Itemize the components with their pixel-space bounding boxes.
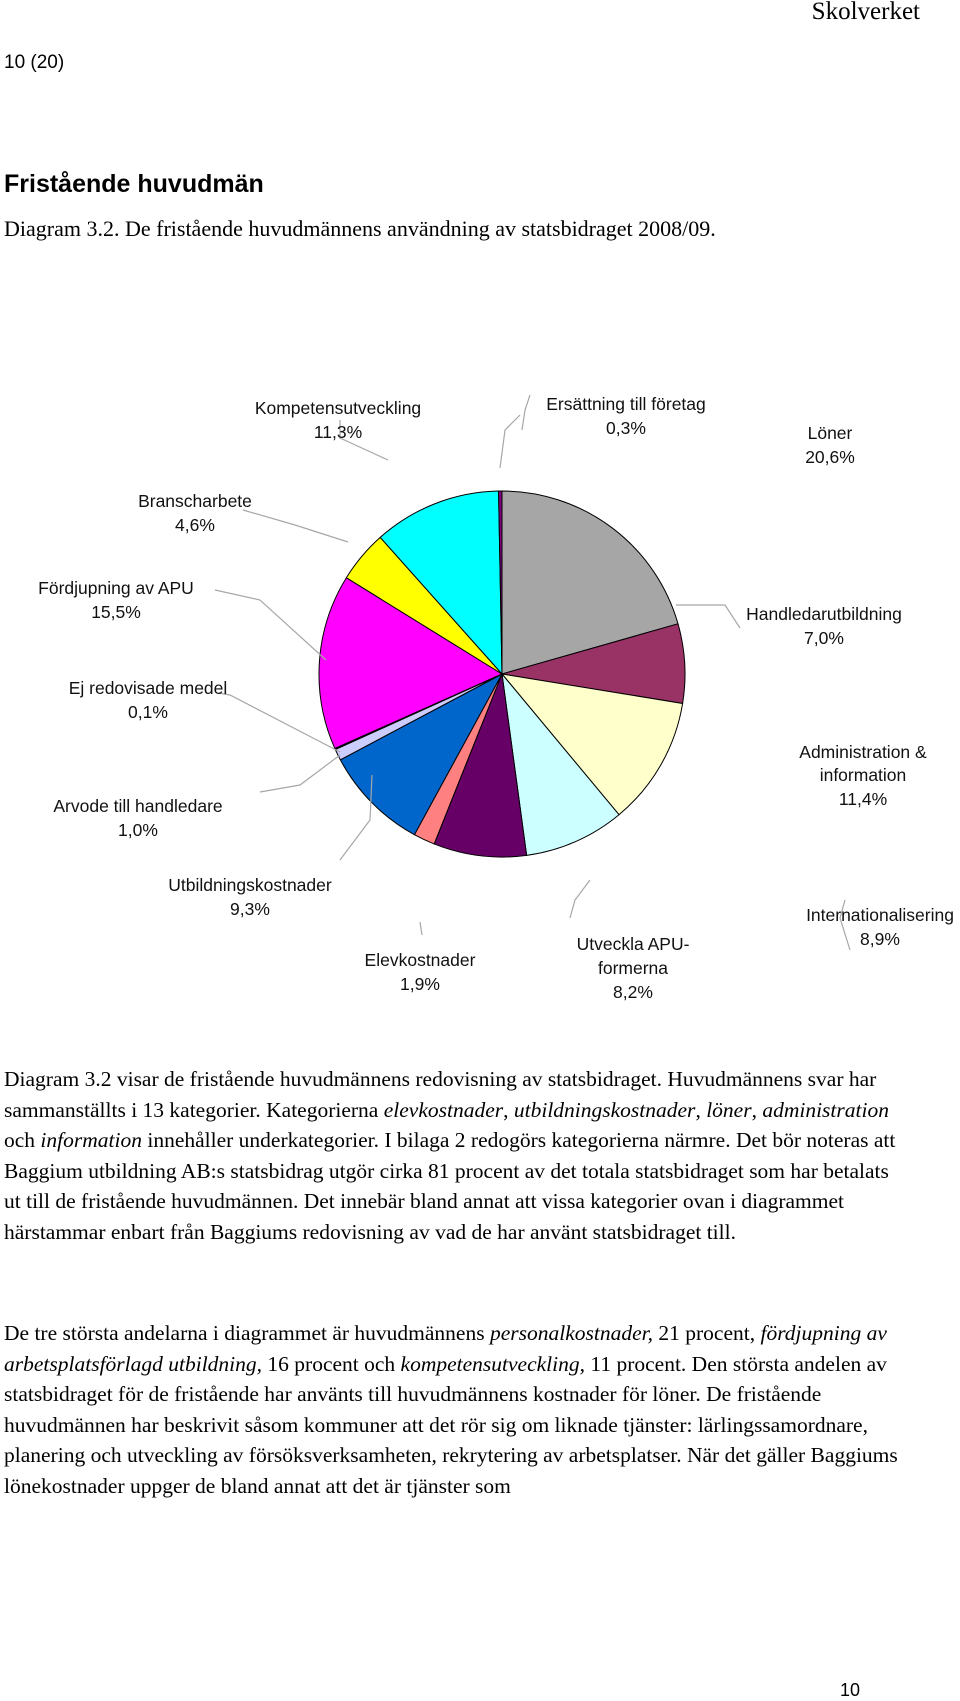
label-handledarutbildning-pct: 7,0% <box>804 628 844 648</box>
leader-fordjupning <box>215 590 326 660</box>
label-administration-1: Administration & <box>799 742 927 762</box>
label-handledarutbildning: Handledarutbildning <box>746 604 902 624</box>
label-utveckla-apu-pct: 8,2% <box>613 982 653 1002</box>
leader-arvode <box>260 755 340 792</box>
label-elevkostnader: Elevkostnader <box>364 950 476 970</box>
p1-text: och <box>4 1128 41 1152</box>
label-internationalisering: Internationalisering <box>806 905 954 925</box>
label-utbildningskostnader-pct: 9,3% <box>230 899 270 919</box>
label-administration-pct: 11,4% <box>838 789 888 809</box>
leader-branscharbete <box>243 510 348 542</box>
section-heading: Fristående huvudmän <box>4 170 264 198</box>
term-elevkostnader: elevkostnader <box>383 1097 504 1122</box>
label-ej-redovisade-pct: 0,1% <box>128 702 168 722</box>
term-kompetensutveckling: kompetensutveckling, <box>400 1351 586 1376</box>
term-utbildningskostnader: utbildningskostnader <box>513 1097 696 1122</box>
label-loner: Löner <box>807 423 853 443</box>
p2-text: 11 procent. Den största andelen av statsbidraget för de fristående har använts till huvudmännens kostnader för löner. De fristående huvudmännen har beskrivit såsom kommuner att det rör sig om liknade tjänster: lärlingssamordnare, planering och utveckling av försöksverksamheten, rekrytering av arbetsplatser. När det gäller Baggiums lönekostnader uppger de bland annat att det är tjänster som <box>4 1351 898 1498</box>
pie-chart <box>0 360 960 1020</box>
leader-elevkostnader <box>420 922 422 935</box>
label-utveckla-apu-1: Utveckla APU- <box>576 934 690 954</box>
leader-handledarutbildning <box>676 605 740 628</box>
p2-text: 21 procent, <box>653 1321 761 1345</box>
term-administration: administration <box>762 1097 889 1122</box>
p1-text: , <box>503 1097 514 1122</box>
label-arvode-pct: 1,0% <box>118 820 158 840</box>
p2-text: De tre största andelarna i diagrammet är huvudmännens <box>4 1321 490 1345</box>
leader-utveckla-apu <box>570 880 590 918</box>
diagram-caption: Diagram 3.2. De fristående huvudmännens användning av statsbidraget 2008/09. <box>4 216 716 241</box>
leader-loner <box>500 415 520 468</box>
label-ersattning-pct: 0,3% <box>606 418 646 438</box>
label-loner-pct: 20,6% <box>805 447 855 467</box>
p1-text: , <box>695 1097 707 1122</box>
label-utveckla-apu-2: formerna <box>597 958 669 978</box>
p1-text: , <box>751 1097 763 1122</box>
label-elevkostnader-pct: 1,9% <box>400 974 440 994</box>
pie-slices <box>319 491 685 857</box>
body-paragraph-2 <box>4 1318 904 1501</box>
label-branscharbete-pct: 4,6% <box>175 515 215 535</box>
p2-text: 16 procent och <box>262 1351 401 1376</box>
label-ersattning: Ersättning till företag <box>546 394 706 414</box>
label-arvode: Arvode till handledare <box>53 796 223 816</box>
label-ej-redovisade: Ej redovisade medel <box>68 678 228 698</box>
label-kompetensutveckling: Kompetensutveckling <box>254 398 422 418</box>
label-branscharbete: Branscharbete <box>138 491 252 511</box>
brand-name: Skolverket <box>811 0 920 25</box>
p1-text: Diagram 3.2 visar de fristående huvudmännens redovisning av statsbidraget. Huvudmännens svar har sammanställts i 13 kategorier. Kategorierna <box>4 1067 877 1122</box>
label-kompetensutveckling-pct: 11,3% <box>313 422 363 442</box>
term-information: information <box>40 1128 142 1152</box>
label-administration-2: information <box>819 765 907 785</box>
page-number: 10 <box>839 1680 860 1700</box>
label-fordjupning: Fördjupning av APU <box>38 578 194 598</box>
page-indicator: 10 (20) <box>4 52 65 73</box>
term-fordjupning-apu: fördjupning av arbetsplatsförlagd utbildning, <box>4 1321 887 1376</box>
p1-text: innehåller underkategorier. I bilaga 2 redogörs kategorierna närmre. Det bör noteras att Baggium utbildning AB:s statsbidrag utgör cirka 81 procent av det totala statsbidraget som har betalats ut till de fristående huvudmännen. Det innebär bland annat att vissa kategorier ovan i diagrammet härstammar enbart från Baggiums redovisning av vad de har använt statsbidraget till. <box>4 1128 896 1244</box>
label-fordjupning-pct: 15,5% <box>91 602 141 622</box>
leader-ersattning <box>522 395 530 430</box>
label-internationalisering-pct: 8,9% <box>860 929 900 949</box>
term-loner: löner <box>706 1097 752 1122</box>
term-personalkostnader: personalkostnader, <box>489 1321 654 1345</box>
body-paragraph-1 <box>4 1064 904 1247</box>
label-utbildningskostnader: Utbildningskostnader <box>168 875 332 895</box>
